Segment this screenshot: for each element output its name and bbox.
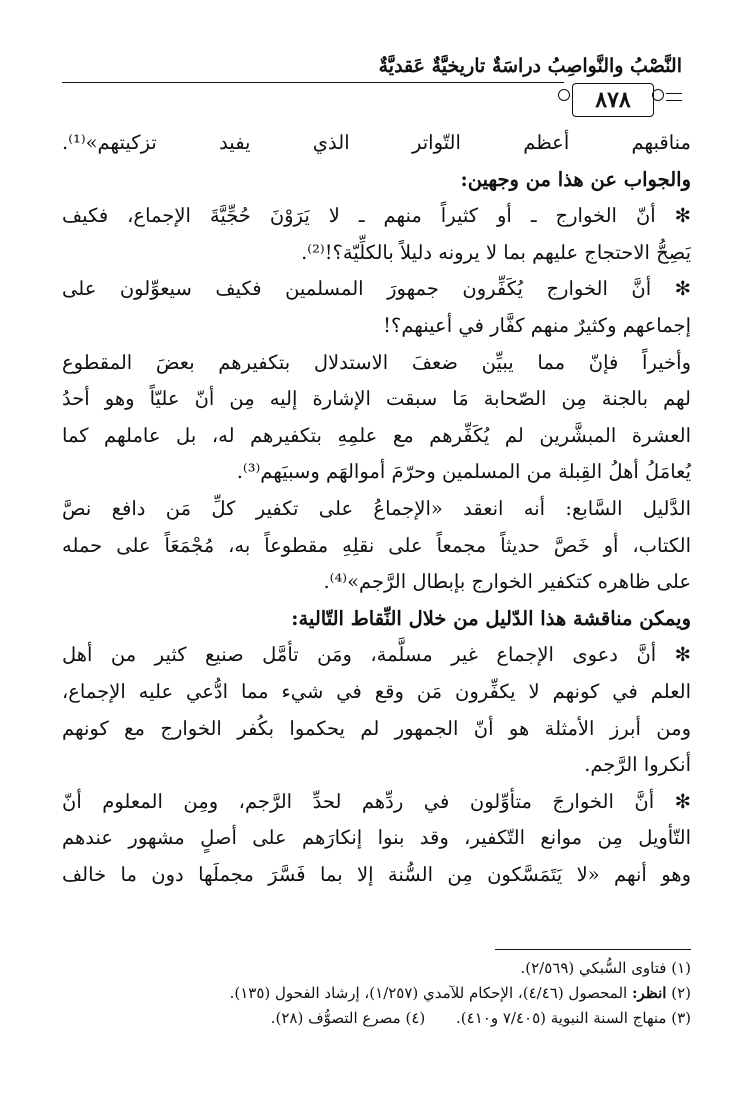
text-line: الدَّليل السَّابع: أنه انعقد «الإجماعُ على تكفير كلِّ مَن دافع نصَّ (62, 496, 691, 520)
text-line: وهو أنهم «لا يَتَمَسَّكون مِن السُّنة إلا بما فَسَّرَ مجملَها دون ما خالف (62, 862, 691, 886)
footnote-3-4 (62, 1006, 691, 1031)
footnote-divider (495, 949, 691, 950)
footnote-2 (62, 981, 691, 1006)
text-line: ✻ أنَّ الخوارج يُكَفِّرون جمهورَ المسلمين فكيف سيعوِّلون على (62, 277, 691, 301)
page-number: ٨٧٨ (595, 87, 631, 113)
page-number-frame (572, 83, 654, 117)
text-line: يُعامَلُ أهلُ القِبلة من المسلمين وحرّمَ أموالهَم وسبيَهم⁽³⁾. (236, 460, 691, 484)
book-title: النَّصْبُ والنَّواصِبُ دراسَةٌ تاريخيَّةٌ عَقديَّةٌ (378, 55, 682, 77)
text-line: ✻ أنَّ الخوارجَ متأوِّلون في ردِّهم لحدِّ الرَّجم، ومِن المعلوم أنّ (62, 789, 691, 813)
text-line: الكتاب، أو خَصَّ حديثاً مجمعاً على نقلِهِ مقطوعاً به، مُجْمَعَاً على حمله (62, 533, 691, 557)
text-line: ✻ أنّ الخوارج ـ أو كثيراً منهم ـ لا يَرَوْنَ حُجِّيَّةَ الإجماع، فكيف (62, 204, 691, 228)
text-line: يَصِحُّ الاحتجاج عليهم بما لا يرونه دليلاً بالكلِّيّة؟!⁽²⁾. (301, 240, 691, 264)
text-line: وأخيراً فإنّ مما يبيِّن ضعفَ الاستدلال بتكفيرهم بعضَ المقطوع (62, 350, 691, 374)
text-line: العلم في كونهم لا يكفِّرون مَن وقع في شيء مما ادُّعي عليه الإجماع، (62, 679, 691, 703)
ornament-icon (558, 89, 570, 101)
footnote-1: (١) فتاوى السُّبكي (٢/٥٦٩). (520, 959, 691, 977)
section-heading: والجواب عن هذا من وجهين: (460, 167, 691, 191)
footnote-4: (٤) مصرع التصوُّف (٢٨). (270, 1009, 426, 1027)
text-line: إجماعهم وكثيرٌ منهم كفَّار في أعينهم؟! (383, 313, 691, 337)
footnote-2-text: المحصول (٤/٤٦)، الإحكام للآمدي (١/٢٥٧)، إرشاد الفحول (١٣٥). (229, 984, 628, 1002)
text-line: ✻ أنَّ دعوى الإجماع غير مسلَّمة، ومَن تأمَّل صنيع كثير من أهل (62, 643, 691, 667)
header-rule (62, 82, 564, 83)
text-line: مناقبهم أعظم التّواتر الذي يفيد تزكيتهم»⁽¹⁾. (62, 131, 691, 154)
page-header (62, 55, 682, 115)
header-double-rule (666, 93, 682, 101)
text-line: ومن أبرز الأمثلة هو أنّ الجمهور لم يحكموا بكُفر الخوارج مع كونهم (62, 716, 691, 740)
text-line: العشرة المبشَّرين لم يُكَفِّرهم مع علمِهِ بتكفيرهم له، بل عاملهم كما (62, 423, 691, 447)
text-line: لهم بالجنة مِن الصّحابة مَا سبقت الإشارة إليه مِن أنّ عليّاً وهو أحدُ (62, 387, 691, 411)
footnotes (62, 956, 691, 1031)
main-text (62, 125, 691, 893)
section-heading: ويمكن مناقشة هذا الدّليل من خلال النِّقاط التّالية: (291, 606, 691, 630)
text-line: على ظاهره كتكفير الخوارج بإبطال الرَّجم»⁽⁴⁾. (323, 570, 691, 594)
footnote-2-number: (٢) (671, 984, 691, 1002)
footnote-2-label: انظر: (631, 984, 667, 1002)
text-line: أنكروا الرَّجم. (584, 753, 691, 777)
text-line: التّأويل مِن موانع التّكفير، وقد بنوا إنكارَهم على أصلٍ مشهور عندهم (62, 826, 691, 850)
footnote-3: (٣) منهاج السنة النبوية (٧/٤٠٥ و٤١٠). (456, 1009, 691, 1027)
